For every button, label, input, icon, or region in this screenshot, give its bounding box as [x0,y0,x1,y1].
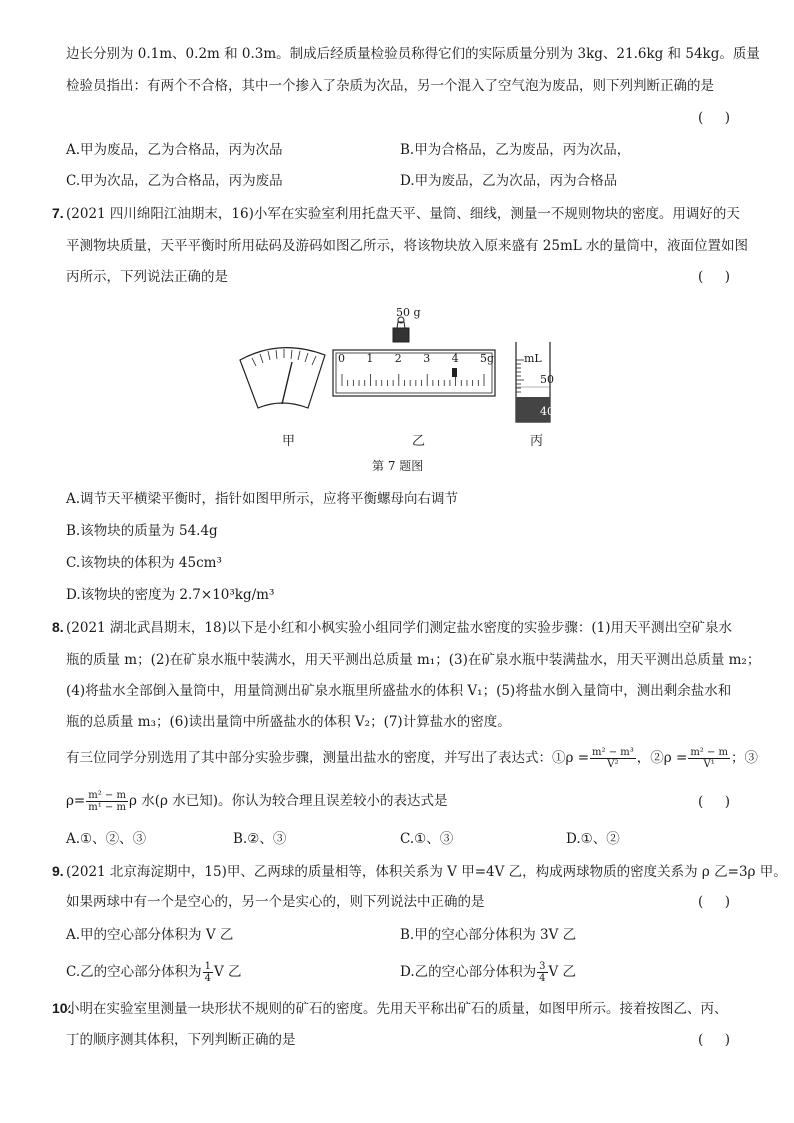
q8-formula-line-2 [66,790,447,813]
formula-1-numerator: m² − m³ [592,747,634,758]
formula-2-denominator: V¹ [703,759,715,770]
answer-bracket: ( ) [698,794,730,810]
formula-2 [688,747,730,770]
option-b: B.甲的空心部分体积为 3V 乙 [400,927,577,943]
option-d-denominator: 4 [539,973,546,984]
formula-1-denominator: V² [607,759,619,770]
figure-label-bing: 丙 [530,434,544,449]
answer-bracket: ( ) [698,894,730,910]
option-a: A.①、②、③ [66,831,147,847]
option-b: B.该物块的质量为 54.4g [66,523,218,539]
q9-line-1: (2021 北京海淀期中，15)甲、乙两球的质量相等，体积关系为 V 甲=4V 乙，构成两球物质的密度关系为 ρ 乙=3ρ 甲。 [66,864,787,880]
option-c: C.甲为次品，乙为合格品，丙为废品 [66,173,283,189]
option-c-fraction [203,961,213,984]
q10-line-1: 小明在实验室里测量一块形状不规则的矿石的密度。先用天平称出矿石的质量，如图甲所示。接着按图乙、丙、 [66,1001,728,1017]
option-c-suffix: V 乙 [214,964,242,980]
scale-tick-label: 0 [338,352,345,365]
scale-tick-label: 2 [394,352,402,365]
q7-line-3: 丙所示，下列说法正确的是 [66,269,228,285]
option-c: C.该物块的体积为 45cm³ [66,555,222,571]
question-number-9: 9. [52,863,64,879]
option-c-numerator: 1 [204,961,212,972]
option-d-suffix: V 乙 [548,964,577,980]
rider-marker [452,368,457,377]
q8-formula-line [66,747,758,770]
formula-3-numerator: m² − m [88,790,126,801]
balance-dial-figure [240,348,325,408]
option-d [400,961,576,984]
scale-tick-label: 4 [451,352,459,365]
option-d-fraction [537,961,547,984]
option-a: A.甲为废品，乙为合格品，丙为次品 [66,142,283,158]
formula-1 [590,747,636,770]
option-a: A.甲的空心部分体积为 V 乙 [66,927,234,943]
formula-3-marker: ；③ [731,750,759,766]
question-number-7: 7. [52,205,64,221]
q7-figure [230,300,570,430]
formula-2-prefix: ，②ρ = [636,750,688,766]
option-d-text: D.乙的空心部分体积为 [400,964,537,980]
formula-3-suffix: ρ 水(ρ 水已知)。你认为较合理且误差较小的表达式是 [128,793,448,809]
q8-line-2: 瓶的质量 m；(2)在矿泉水瓶中装满水，用天平测出总质量 m₁；(3)在矿泉水瓶中装满盐水，用天平测出总质量 m₂； [66,652,761,668]
figure-label-jia: 甲 [282,434,296,449]
figure-caption: 第 7 题图 [372,459,424,473]
cylinder-mark-40: 40 [540,405,554,418]
weight-label: 50 g [396,306,421,319]
q8-line-3: (4)将盐水全部倒入量筒中，用量筒测出矿泉水瓶里所盛盐水的体积 V₁；(5)将盐水倒入量筒中，测出剩余盐水和 [66,683,732,699]
option-d: D.该物块的密度为 2.7×10³kg/m³ [66,587,275,603]
scale-tick-label: 3 [423,352,431,365]
option-c: C.①、③ [400,831,454,847]
cylinder-mark-50: 50 [540,373,554,386]
q9-line-2: 如果两球中有一个是空心的，另一个是实心的，则下列说法中正确的是 [66,894,485,910]
question-number-10: 10. [52,1000,72,1016]
option-b: B.②、③ [233,831,287,847]
option-c-denominator: 4 [204,973,212,984]
option-d: D.①、② [566,831,620,847]
formula-3 [86,790,128,813]
intro-line-1: 边长分别为 0.1m、0.2m 和 0.3m。制成后经质量检验员称得它们的实际质量分别为 3kg、21.6kg 和 54kg。质量 [66,46,760,62]
answer-bracket: ( ) [698,1032,730,1048]
q8-line-4: 瓶的总质量 m₃；(6)读出量筒中所盛盐水的体积 V₂；(7)计算盐水的密度。 [66,714,511,730]
q8-formula-intro: 有三位同学分别选用了其中部分实验步骤，测量出盐水的密度，并写出了表达式：①ρ = [66,750,590,766]
q8-line-1: (2021 湖北武昌期末，18)以下是小红和小枫实验小组同学们测定盐水密度的实验步骤：(1)用天平测出空矿泉水 [66,620,732,636]
q7-line-2: 平测物块质量，天平平衡时所用砝码及游码如图乙所示，将该物块放入原来盛有 25mL 水的量筒中，液面位置如图 [66,238,749,254]
scale-tick-label: 5g [480,352,495,365]
figure-label-yi: 乙 [412,434,426,449]
intro-line-2: 检验员指出：有两个不合格，其中一个掺入了杂质为次品，另一个混入了空气泡为废品，则下列判断正确的是 [66,78,714,94]
formula-2-numerator: m² − m [690,747,729,758]
option-a: A.调节天平横梁平衡时，指针如图甲所示，应将平衡螺母向右调节 [66,491,459,507]
formula-3-denominator: m¹ − m [88,802,126,813]
option-c [66,961,242,984]
scale-tick-label: 1 [366,352,374,365]
formula-3-prefix: ρ= [66,793,86,809]
cylinder-unit-label: mL [524,352,542,365]
q7-line-1: (2021 四川绵阳江油期末，16)小军在实验室利用托盘天平、量筒、细线，测量一不规则物块的密度。用调好的天 [66,206,740,222]
option-b: B.甲为合格品，乙为废品，丙为次品， [400,142,631,158]
weight-and-scale-figure [333,317,495,396]
question-number-8: 8. [52,619,64,635]
option-d-numerator: 3 [539,961,546,972]
option-d: D.甲为废品，乙为次品，丙为合格品 [400,173,618,189]
weight-block [393,328,409,342]
riding-scale [333,350,495,396]
answer-bracket: ( ) [698,110,730,126]
option-c-text: C.乙的空心部分体积为 [66,964,202,980]
q10-line-2: 丁的顺序测其体积，下列判断正确的是 [66,1032,296,1048]
answer-bracket: ( ) [698,269,730,285]
